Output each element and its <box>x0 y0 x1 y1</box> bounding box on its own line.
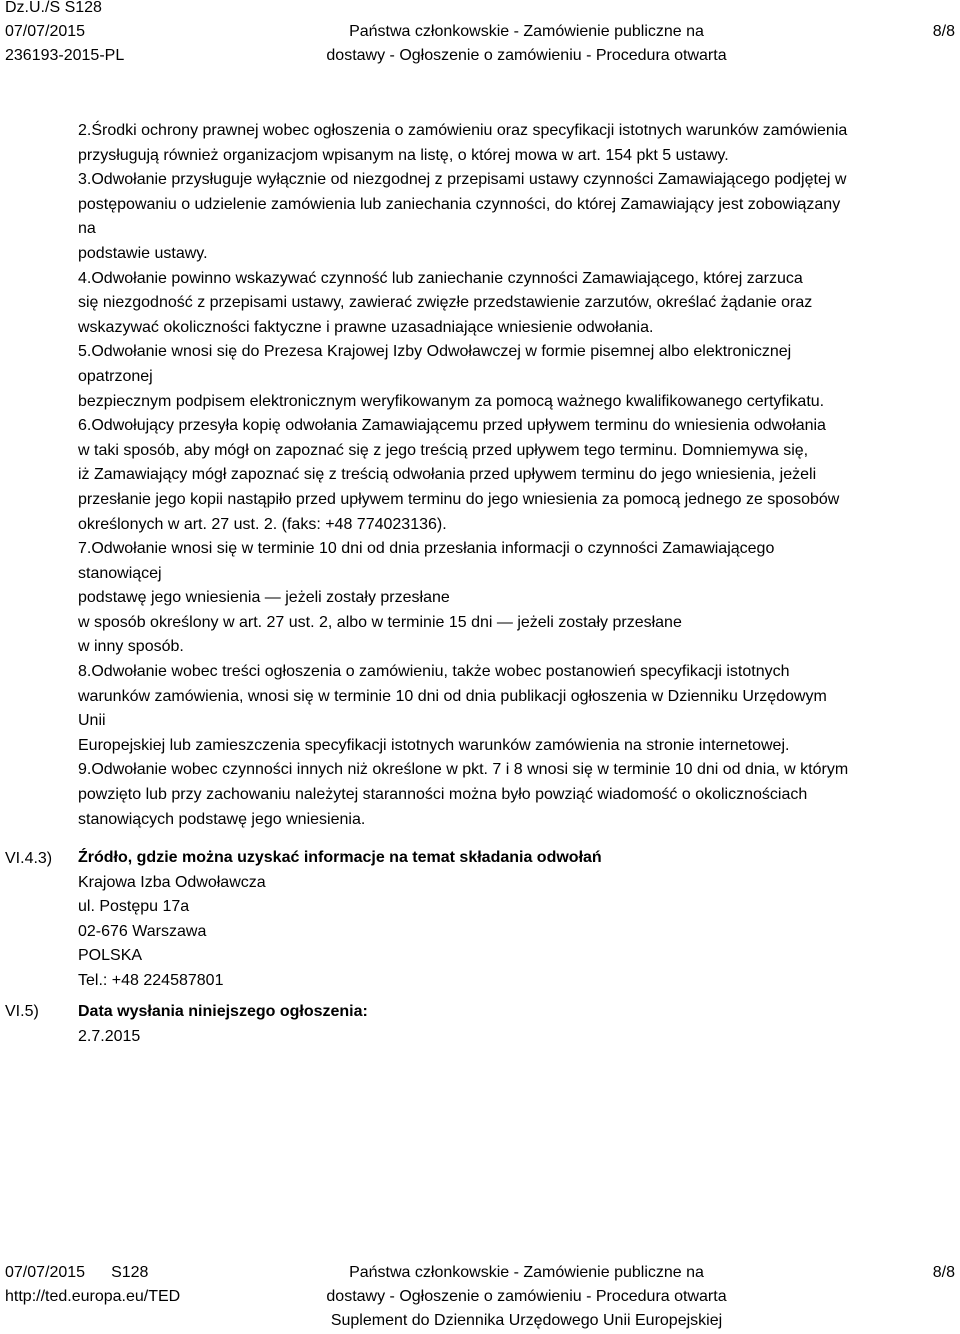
body-line: powzięto lub przy zachowaniu należytej staranności można było powziąć wiadomość o okolicznościach <box>78 786 808 804</box>
body-line: 6.Odwołujący przesyła kopię odwołania Zamawiającemu przed upływem terminu do wniesienia odwołania <box>78 417 826 435</box>
page-footer <box>0 1261 960 1334</box>
header-date: 07/07/2015 <box>5 23 86 40</box>
body-line: w inny sposób. <box>78 638 184 656</box>
footer-url: http://ted.europa.eu/TED <box>5 1288 181 1305</box>
body-line: Europejskiej lub zamieszczenia specyfikacji istotnych warunków zamówienia na stronie internetowej. <box>78 736 790 754</box>
body-line: opatrzonej <box>78 367 153 385</box>
body-line: 4.Odwołanie powinno wskazywać czynność lub zaniechanie czynności Zamawiającego, której zarzuca <box>78 269 803 287</box>
body-line: 7.Odwołanie wnosi się w terminie 10 dni od dnia przesłania informacji o czynności Zamawiającego <box>78 540 775 558</box>
appeals-body-name: Krajowa Izba Odwoławcza <box>78 873 266 891</box>
appeals-phone: Tel.: +48 224587801 <box>78 971 224 989</box>
appeals-country: POLSKA <box>78 947 143 965</box>
appeals-info-heading: Źródło, gdzie można uzyskać informacje na temat składania odwołań <box>78 849 602 866</box>
body-line: postępowaniu o udzielenie zamówienia lub zaniechania czynności, do której Zamawiający jest zobowiązany <box>78 195 841 213</box>
body-line: się niezgodność z przepisami ustawy, zawierać zwięzłe przedstawienie zarzutów, określać żądanie oraz <box>78 294 813 312</box>
body-line: podstawie ustawy. <box>78 244 208 262</box>
body-line: na <box>78 220 96 238</box>
body-line: warunków zamówienia, wnosi się w terminie 10 dni od dnia publikacji ogłoszenia w Dzienniku Urzędowym <box>78 687 827 705</box>
body-line: przysługują również organizacjom wpisanym na listę, o której mowa w art. 154 pkt 5 ustawy. <box>78 146 729 164</box>
footer-date: 07/07/2015 <box>5 1264 86 1281</box>
header-journal: Dz.U./S S128 <box>5 0 102 16</box>
header-title-line1: Państwa członkowskie - Zamówienie publiczne na <box>349 23 704 40</box>
body-line: stanowiących podstawę jego wniesienia. <box>78 810 366 828</box>
header-page-number: 8/8 <box>932 23 955 40</box>
body-line: bezpiecznym podpisem elektronicznym weryfikowanym za pomocą ważnego kwalifikowanego certyfikatu. <box>78 392 825 410</box>
body-line: 9.Odwołanie wobec czynności innych niż określone w pkt. 7 i 8 wnosi się w terminie 10 dni od dnia, w którym <box>78 761 849 779</box>
body-line: 5.Odwołanie wnosi się do Prezesa Krajowej Izby Odwoławczej w formie pisemnej albo elektronicznej <box>78 343 792 361</box>
body-line: stanowiącej <box>78 564 162 582</box>
remedies-text <box>78 119 936 832</box>
appeals-info-section <box>78 846 936 994</box>
dispatch-date-heading: Data wysłania niniejszego ogłoszenia: <box>78 1003 368 1020</box>
dispatch-date-value: 2.7.2015 <box>78 1027 141 1045</box>
footer-date-journal <box>5 1261 148 1286</box>
body-line: iż Zamawiający mógł zapoznać się z treścią odwołania przed upływem terminu do jego wniesienia, jeżeli <box>78 466 817 484</box>
footer-title-line2: dostawy - Ogłoszenie o zamówieniu - Procedura otwarta <box>326 1288 727 1305</box>
body-line: podstawę jego wniesienia — jeżeli zostały przesłane <box>78 589 450 607</box>
header-notice-number: 236193-2015-PL <box>5 47 125 64</box>
body-line: Unii <box>78 712 106 730</box>
dispatch-date-section <box>78 1000 936 1049</box>
appeals-street: ul. Postępu 17a <box>78 898 190 916</box>
body-line: w taki sposób, aby mógł on zapoznać się z jego treścią przed upływem tego terminu. Domniemywa się, <box>78 441 809 459</box>
body-line: 2.Środki ochrony prawnej wobec ogłoszenia o zamówieniu oraz specyfikacji istotnych warunków zamówienia <box>78 122 848 139</box>
body-line: 3.Odwołanie przysługuje wyłącznie od niezgodnej z przepisami ustawy czynności Zamawiającego podjętej w <box>78 171 847 189</box>
footer-title-line1: Państwa członkowskie - Zamówienie publiczne na <box>349 1264 704 1281</box>
body-line: przesłanie jego kopii nastąpiło przed upływem terminu do jego wniesienia za pomocą jednego ze sposobów <box>78 490 840 508</box>
body-line: wskazywać okoliczności faktyczne i prawne uzasadniające wniesienie odwołania. <box>78 318 654 336</box>
section-label-vi43: VI.4.3) <box>5 850 53 867</box>
body-line: w sposób określony w art. 27 ust. 2, albo w terminie 15 dni — jeżeli zostały przesłane <box>78 613 682 631</box>
body-line: 8.Odwołanie wobec treści ogłoszenia o zamówieniu, także wobec postanowień specyfikacji istotnych <box>78 663 790 681</box>
footer-journal: S128 <box>111 1264 149 1281</box>
footer-title-line3: Suplement do Dziennika Urzędowego Unii Europejskiej <box>330 1312 723 1329</box>
page-header <box>0 0 960 72</box>
footer-page-number: 8/8 <box>932 1264 955 1281</box>
appeals-city: 02-676 Warszawa <box>78 922 207 940</box>
section-label-vi5: VI.5) <box>5 1003 39 1020</box>
header-title-line2: dostawy - Ogłoszenie o zamówieniu - Procedura otwarta <box>326 47 727 64</box>
body-line: określonych w art. 27 ust. 2. (faks: +48 774023136). <box>78 515 447 533</box>
